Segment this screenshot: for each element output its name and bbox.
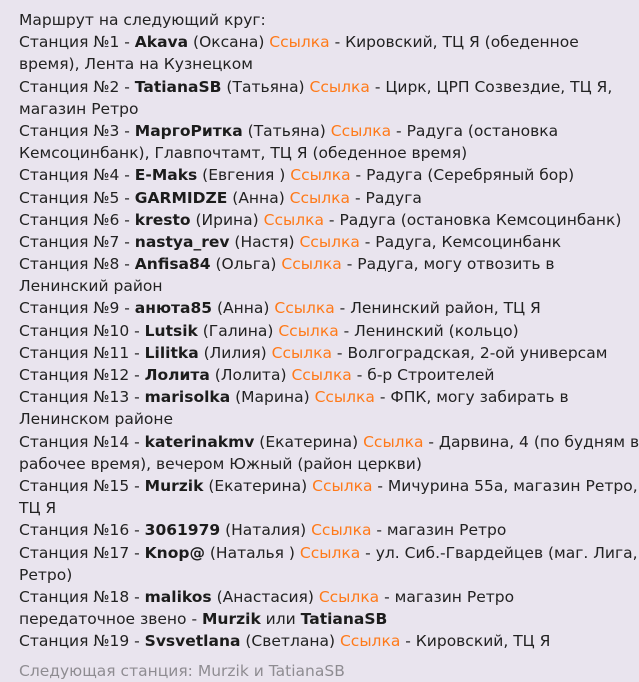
station-line (19, 431, 639, 453)
station-host-name: (Татьяна) (242, 121, 331, 140)
transfer-line (19, 608, 600, 630)
station-host-name: (Марина) (230, 388, 315, 407)
station-nick: Murzik (144, 476, 204, 495)
station-nick: Knop@ (144, 543, 205, 562)
station-line-continued (19, 408, 600, 430)
station-link[interactable]: Ссылка (278, 321, 339, 340)
station-host-name: (Анна) (227, 188, 290, 207)
station-description: - Ленинский район, ТЦ Я (334, 299, 541, 318)
station-description-continued: Ленинском районе (19, 410, 174, 429)
transfer-nick: Murzik (202, 610, 261, 629)
station-label: Станция №9 - (19, 299, 135, 318)
station-line (19, 630, 600, 652)
station-label: Станция №8 - (19, 255, 135, 274)
station-link[interactable]: Ссылка (291, 366, 352, 384)
station-host-name: (Оксана) (188, 33, 270, 52)
station-label: Станция №10 - (19, 321, 145, 340)
station-line-continued (19, 275, 600, 297)
station-line (19, 364, 600, 386)
station-host-name: (Екатерина) (254, 432, 364, 451)
station-nick: Akava (134, 33, 189, 52)
station-nick: МаргоРитка (134, 121, 243, 140)
station-nick: TatianaSB (134, 77, 222, 96)
station-description: - б-р Строителей (351, 366, 495, 384)
station-host-name: (Наталия) (220, 521, 312, 540)
station-description: - Радуга (остановка (391, 121, 559, 140)
station-line (19, 320, 600, 342)
transfer-prefix: передаточное звено - (19, 610, 202, 629)
station-label: Станция №16 - (19, 521, 145, 540)
station-description: - Кировский, ТЦ Я (обеденное (329, 33, 579, 52)
station-nick: kresto (134, 210, 191, 229)
station-line (19, 386, 600, 408)
station-link[interactable]: Ссылка (299, 232, 360, 251)
station-line (19, 209, 622, 231)
station-line (19, 342, 608, 364)
station-line (19, 253, 600, 275)
station-line-continued (19, 497, 600, 519)
station-link[interactable]: Ссылка (339, 632, 401, 651)
station-description: - Цирк, ЦРП Созвездие, ТЦ Я, (369, 77, 613, 96)
station-description-continued: Ленинский район (19, 277, 163, 296)
station-line (19, 297, 600, 319)
station-label: Станция №18 - (19, 587, 145, 606)
station-nick: GARMIDZE (134, 188, 228, 207)
station-nick: E-Maks (134, 166, 198, 185)
station-label: Станция №14 - (19, 432, 145, 451)
station-link[interactable]: Ссылка (312, 476, 373, 495)
station-link[interactable]: Ссылка (309, 77, 370, 96)
station-label: Станция №17 - (19, 543, 145, 562)
station-link[interactable]: Ссылка (330, 121, 392, 140)
station-line (19, 475, 638, 497)
station-line-continued (19, 98, 600, 120)
station-description: - Радуга, Кемсоцинбанк (359, 232, 562, 251)
station-description-continued: магазин Ретро (19, 99, 139, 118)
station-label: Станция №11 - (19, 343, 145, 362)
station-link[interactable]: Ссылка (281, 255, 342, 274)
station-host-name: (Светлана) (240, 632, 340, 651)
station-link[interactable]: Ссылка (318, 587, 380, 606)
station-nick: Лолита (144, 366, 210, 384)
station-description: - магазин Ретро (371, 521, 507, 540)
station-line (19, 164, 600, 186)
station-line-continued (19, 564, 600, 586)
route-title: Маршрут на следующий круг: (19, 11, 266, 29)
station-link[interactable]: Ссылка (289, 188, 351, 207)
transfer-separator: или (260, 610, 301, 629)
station-description-continued: Ретро) (19, 565, 73, 584)
station-line (19, 542, 638, 564)
station-line (19, 231, 600, 253)
station-label: Станция №2 - (19, 77, 135, 96)
station-nick: katerinakmv (144, 432, 255, 451)
station-label: Станция №6 - (19, 210, 135, 229)
station-link[interactable]: Ссылка (269, 33, 330, 52)
station-label: Станция №15 - (19, 476, 145, 495)
station-description-continued: Кемсоцинбанк), Главпочтамт, ТЦ Я (обеденное время) (19, 144, 468, 163)
station-link[interactable]: Ссылка (299, 543, 361, 562)
station-description: - Радуга (Серебряный бор) (350, 166, 575, 185)
station-description: - Радуга (350, 188, 422, 207)
station-description-continued: время), Лента на Кузнецком (19, 55, 253, 74)
station-label: Станция №7 - (19, 232, 135, 251)
station-nick: Svsvetlana (144, 632, 241, 651)
station-line (19, 31, 600, 53)
station-label: Станция №4 - (19, 166, 135, 185)
station-label: Станция №5 - (19, 188, 135, 207)
station-line-continued (19, 53, 600, 75)
station-host-name: (Екатерина) (203, 476, 313, 495)
station-line-continued (19, 142, 600, 164)
station-link[interactable]: Ссылка (363, 432, 424, 451)
station-nick: анюта85 (134, 299, 213, 318)
station-description: - Мичурина 55а, магазин Ретро, (372, 476, 638, 495)
station-description: - Радуга, могу отвозить в (341, 255, 555, 274)
station-line (19, 519, 600, 541)
station-description: - ул. Сиб.-Гвардейцев (маг. Лига, (360, 543, 638, 562)
station-host-name: (Анастасия) (211, 587, 319, 606)
station-link[interactable]: Ссылка (314, 388, 375, 407)
station-link[interactable]: Ссылка (263, 210, 324, 229)
station-label: Станция №12 - (19, 366, 145, 384)
station-description: - Волгоградская, 2-ой универсам (332, 343, 608, 362)
station-label: Станция №13 - (19, 388, 145, 407)
transfer-nick: TatianaSB (300, 610, 388, 629)
station-link[interactable]: Ссылка (274, 299, 335, 318)
station-host-name: (Анна) (212, 299, 275, 318)
station-description: - Ленинский (кольцо) (338, 321, 519, 340)
station-description: - Дарвина, 4 (по будням в (423, 432, 639, 451)
station-description-continued: рабочее время), вечером Южный (район церкви) (19, 454, 422, 473)
station-line (19, 586, 600, 608)
station-nick: Anfisa84 (134, 255, 211, 274)
station-link[interactable]: Ссылка (311, 521, 372, 540)
station-label: Станция №3 - (19, 121, 135, 140)
station-host-name: (Евгения ) (197, 166, 291, 185)
station-nick: Lilitka (144, 343, 199, 362)
station-label: Станция №19 - (19, 632, 145, 651)
station-description-continued: ТЦ Я (19, 499, 57, 518)
station-description: - магазин Ретро (379, 587, 515, 606)
station-host-name: (Настя) (229, 232, 300, 251)
station-host-name: (Ирина) (190, 210, 264, 229)
station-line (19, 76, 613, 98)
station-nick: malikos (144, 587, 212, 606)
station-host-name: (Ольга) (210, 255, 282, 274)
station-nick: nastya_rev (134, 232, 230, 251)
station-description: - Кировский, ТЦ Я (400, 632, 551, 651)
station-host-name: (Лилия) (198, 343, 272, 362)
station-nick: 3061979 (144, 521, 221, 540)
station-link[interactable]: Ссылка (271, 343, 332, 362)
station-label: Станция №1 - (19, 33, 135, 52)
station-host-name: (Наталья ) (204, 543, 300, 562)
station-link[interactable]: Ссылка (290, 166, 351, 185)
station-description: - ФПК, могу забирать в (374, 388, 569, 407)
station-host-name: (Лолита) (209, 366, 292, 384)
station-line (19, 187, 600, 209)
station-description: - Радуга (остановка Кемсоцинбанк) (324, 210, 622, 229)
cutoff-text: Следующая станция: Murzik и TatianaSB (19, 661, 345, 680)
station-host-name: (Галина) (197, 321, 279, 340)
station-line (19, 120, 600, 142)
station-list (19, 31, 639, 652)
station-nick: Lutsik (144, 321, 198, 340)
station-host-name: (Татьяна) (221, 77, 310, 96)
station-line-continued (19, 453, 600, 475)
station-nick: marisolka (144, 388, 231, 407)
